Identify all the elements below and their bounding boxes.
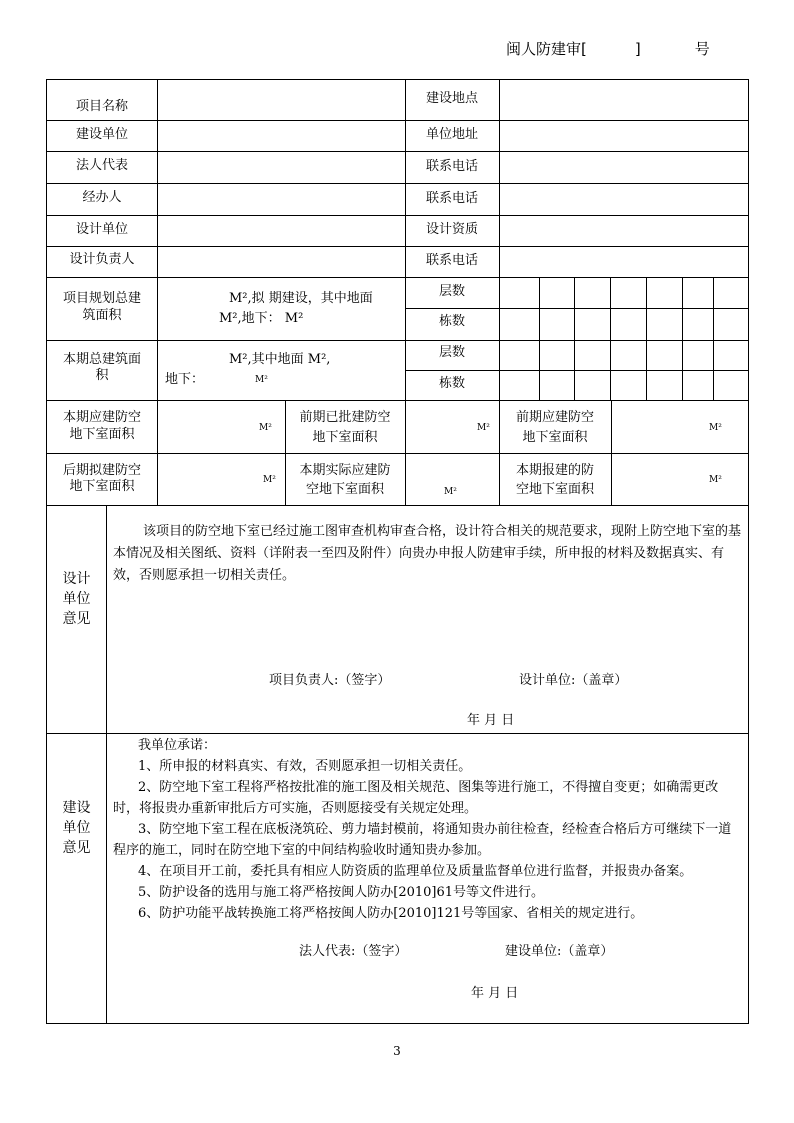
build-sign-rep: 法人代表:（签字）: [299, 944, 408, 959]
label-phase-area-2: 积: [95, 368, 109, 383]
label-design-unit: 设计单位: [75, 222, 128, 237]
label-shelter-actual-1: 本期实际应建防: [299, 463, 391, 478]
label-shelter-prior-1: 前期应建防空: [515, 410, 594, 425]
rule: [157, 80, 158, 400]
label-shelter-actual-2: 空地下室面积: [305, 482, 384, 497]
application-form: [46, 79, 749, 1024]
build-opinion-item-2: 2、防空地下室工程将严格按批准的施工图及相关规范、图集等进行施工，不得擅自变更；如确需更改时，将报贵办重新审批后方可实施，否则愿接受有关规定处理。: [113, 780, 719, 816]
rule: [47, 340, 749, 341]
build-opinion-item-5: 5、防护设备的选用与施工将严格按闽人防办[2010]61号等文件进行。: [138, 885, 545, 900]
rule: [47, 733, 749, 734]
label-shelter-later-1: 后期拟建防空: [62, 463, 141, 478]
rule: [47, 120, 749, 121]
label-buildings-2: 栋数: [438, 376, 465, 391]
design-sign-unit: 设计单位:（盖章）: [519, 673, 628, 688]
rule: [47, 183, 749, 184]
label-design-qual: 设计资质: [425, 222, 478, 237]
build-opinion-item-6: 6、防护功能平战转换施工将严格按闽人防办[2010]121号等国家、省相关的规定进行。: [138, 906, 644, 921]
rule: [47, 246, 749, 247]
build-opinion-side-1: 建设: [62, 800, 91, 816]
phase-area-line2b: M²: [255, 375, 268, 385]
approval-number-label: 号: [694, 40, 710, 58]
unit-m2: M²: [263, 475, 276, 485]
rule: [157, 400, 158, 505]
unit-m2: M²: [709, 423, 722, 433]
label-shelter-approved-1: 前期已批建防空: [299, 410, 391, 425]
build-date: 年 月 日: [471, 986, 519, 1001]
label-shelter-approved-2: 地下室面积: [312, 430, 378, 445]
design-opinion-side-3: 意见: [62, 611, 91, 627]
approval-number-prefix: 闽人防建审[: [506, 40, 587, 58]
rule: [713, 277, 714, 400]
label-build-site: 建设地点: [425, 91, 478, 106]
label-contact-phone: 联系电话: [425, 159, 478, 174]
rule: [106, 505, 107, 1024]
page-number: 3: [393, 1044, 401, 1058]
unit-m2: M²: [444, 487, 457, 497]
approval-number-suffix: ]: [634, 40, 641, 58]
rule: [646, 277, 647, 400]
build-opinion-side-2: 单位: [62, 820, 91, 836]
label-buildings: 栋数: [438, 314, 465, 329]
rule: [47, 215, 749, 216]
design-sign-lead: 项目负责人:（签字）: [269, 673, 391, 688]
phase-area-line1: M²,其中地面 M²,: [229, 352, 331, 367]
build-sign-unit: 建设单位:（盖章）: [505, 944, 614, 959]
unit-m2: M²: [709, 475, 722, 485]
label-shelter-later-2: 地下室面积: [69, 479, 135, 494]
label-design-lead: 设计负责人: [69, 252, 135, 267]
rule: [610, 277, 611, 400]
rule: [47, 277, 749, 278]
rule: [47, 505, 749, 506]
rule: [682, 277, 683, 400]
build-opinion-intro: 我单位承诺：: [138, 738, 217, 753]
label-shelter-current-2: 地下室面积: [69, 427, 135, 442]
design-opinion-text: 该项目的防空地下室已经过施工图审查机构审查合格，设计符合相关的规范要求，现附上防空地下室的基本情况及相关图纸、资料（详附表一至四及附件）向贵办申报人防建审手续，所申报的材料及数据真实、有效，否则愿承担一切相关责任。: [113, 524, 742, 583]
rule: [405, 308, 749, 309]
phase-area-line2a: 地下：: [165, 372, 205, 387]
build-opinion-item-4: 4、在项目开工前，委托具有相应人防资质的监理单位及质量监督单位进行监督，并报贵办备案。: [138, 864, 693, 879]
rule: [574, 277, 575, 400]
label-floors: 层数: [438, 284, 465, 299]
label-shelter-report-2: 空地下室面积: [515, 482, 594, 497]
label-total-area-2: 筑面积: [82, 308, 122, 323]
design-opinion-side-1: 设计: [62, 571, 91, 587]
unit-m2: M²: [477, 423, 490, 433]
total-area-line1: M²,拟 期建设，其中地面: [229, 291, 373, 306]
rule: [405, 370, 749, 371]
label-contact-phone-2: 联系电话: [425, 191, 478, 206]
rule: [539, 277, 540, 400]
label-shelter-report-1: 本期报建的防: [515, 463, 594, 478]
build-opinion-side-3: 意见: [62, 840, 91, 856]
label-shelter-current-1: 本期应建防空: [62, 410, 141, 425]
design-date: 年 月 日: [467, 713, 515, 728]
rule: [499, 80, 500, 400]
total-area-line2: M²,地下： M²: [219, 311, 304, 326]
rule: [611, 400, 612, 505]
build-opinion-item-1: 1、所申报的材料真实、有效，否则愿承担一切相关责任。: [138, 759, 472, 774]
approval-number: [506, 38, 710, 59]
rule: [47, 453, 749, 454]
label-project-name: 项目名称: [75, 99, 128, 114]
rule: [405, 400, 406, 505]
build-opinion-item-3: 3、防空地下室工程在底板浇筑砼、剪力墙封模前，将通知贵办前往检查，经检查合格后方可继续下一道程序的施工，同时在防空地下室的中间结构验收时通知贵办参加。: [113, 822, 732, 858]
unit-m2: M²: [259, 423, 272, 433]
label-phase-area-1: 本期总建筑面: [62, 352, 141, 367]
label-contact-phone-3: 联系电话: [425, 253, 478, 268]
label-shelter-prior-2: 地下室面积: [522, 430, 588, 445]
label-unit-address: 单位地址: [425, 127, 478, 142]
label-legal-rep: 法人代表: [75, 158, 128, 173]
label-build-unit: 建设单位: [75, 127, 128, 142]
rule: [47, 400, 749, 401]
design-opinion-side-2: 单位: [62, 591, 91, 607]
label-handler: 经办人: [82, 190, 122, 205]
label-floors-2: 层数: [438, 345, 465, 360]
rule: [47, 151, 749, 152]
label-total-area-1: 项目规划总建: [62, 291, 141, 306]
